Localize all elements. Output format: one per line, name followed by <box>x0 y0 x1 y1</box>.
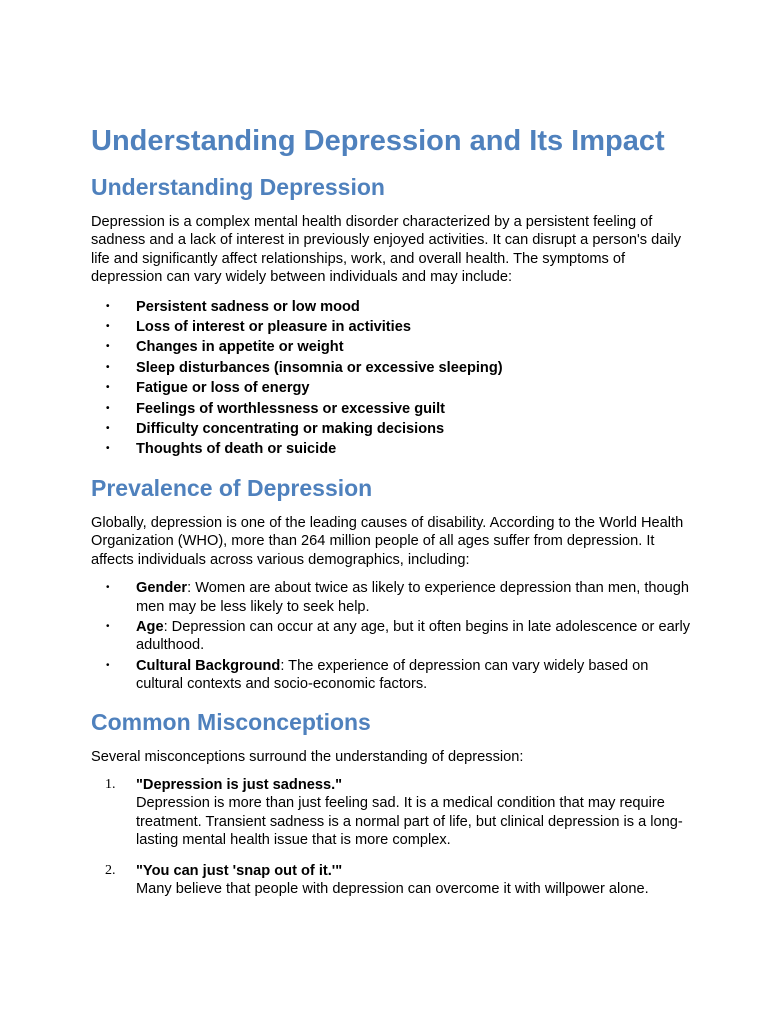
list-item: • Loss of interest or pleasure in activities <box>91 317 691 337</box>
bullet-icon: • <box>106 361 110 373</box>
bullet-icon: • <box>106 402 110 414</box>
bullet-icon: • <box>106 382 110 394</box>
bullet-icon: • <box>106 659 110 671</box>
list-number: 1. <box>105 776 116 792</box>
misconception-text: Depression is more than just feeling sad. It is a medical condition that may require treatment. Transient sadness is a normal part of life, but clinical depression is a long-lasting mental health issue that is more complex. <box>136 795 683 849</box>
bullet-icon: • <box>106 582 110 594</box>
list-item: • Difficulty concentrating or making decisions <box>91 419 691 439</box>
document-title: Understanding Depression and Its Impact <box>91 125 665 157</box>
prevalence-intro: Globally, depression is one of the leading causes of disability. According to the World Health Organization (WHO), more than 264 million people of all ages suffer from depression. It affects individuals across various demographics, including: <box>91 514 684 568</box>
list-item: • Persistent sadness or low mood <box>91 297 691 317</box>
misconception-text: Many believe that people with depression can overcome it with willpower alone. <box>136 880 649 897</box>
demographic-text: : Women are about twice as likely to experience depression than men, though men may be less likely to seek help. <box>136 580 689 615</box>
demographic-term: Gender <box>136 580 188 597</box>
section-heading-understanding: Understanding Depression <box>91 174 385 200</box>
bullet-icon: • <box>106 300 110 312</box>
list-item <box>91 579 691 616</box>
bullet-icon: • <box>106 443 110 455</box>
demographic-term: Cultural Background <box>136 657 281 674</box>
bullet-icon: • <box>106 341 110 353</box>
list-item <box>91 776 691 850</box>
misconceptions-list <box>91 776 691 898</box>
list-number: 2. <box>105 862 116 878</box>
misconception-quote: "Depression is just sadness." <box>136 776 343 793</box>
section-heading-prevalence: Prevalence of Depression <box>91 474 373 501</box>
understanding-intro: Depression is a complex mental health disorder characterized by a persistent feeling of sadness and a lack of interest in previously enjoyed activities. It can disrupt a person's daily life and significantly affect relationships, work, and overall health. The symptoms of depression can vary widely between individuals and may include: <box>91 214 682 286</box>
list-item: • Fatigue or loss of energy <box>91 378 691 398</box>
symptoms-list <box>91 297 691 460</box>
demographic-term: Age <box>136 618 164 635</box>
bullet-icon: • <box>106 321 110 333</box>
bullet-icon: • <box>106 423 110 435</box>
list-item: • Changes in appetite or weight <box>91 337 691 357</box>
document-page <box>91 124 691 898</box>
demographic-text: : Depression can occur at any age, but it often begins in late adolescence or early adulthood. <box>136 618 691 654</box>
list-item: • Feelings of worthlessness or excessive guilt <box>91 399 691 419</box>
list-item: • Thoughts of death or suicide <box>91 439 691 459</box>
misconceptions-intro: Several misconceptions surround the understanding of depression: <box>91 748 524 765</box>
list-item <box>91 618 691 655</box>
section-heading-misconceptions: Common Misconceptions <box>91 708 371 735</box>
demographics-list <box>91 579 691 693</box>
demographic-text: : The experience of depression can vary widely based on cultural contexts and socio-economic factors. <box>136 657 649 693</box>
list-item <box>91 862 691 899</box>
bullet-icon: • <box>106 620 110 632</box>
misconception-quote: "You can just 'snap out of it.'" <box>136 862 343 879</box>
list-item <box>91 657 691 694</box>
list-item: • Sleep disturbances (insomnia or excessive sleeping) <box>91 358 691 378</box>
